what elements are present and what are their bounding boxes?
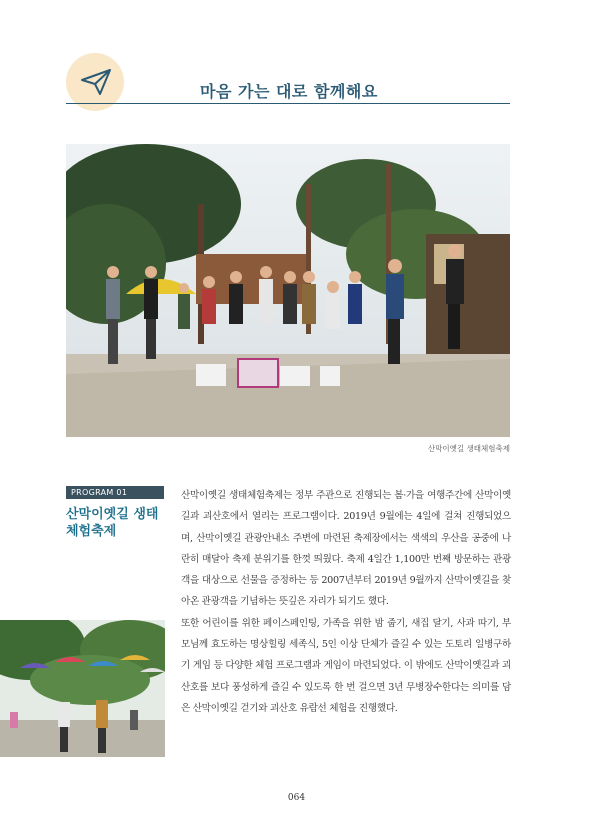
program-badge: PROGRAM 01: [66, 486, 164, 499]
body-paragraph-2: 또한 어린이를 위한 페이스페인팅, 가족을 위한 밤 줍기, 새집 달기, 사과 따기, 부모님께 효도하는 명상힐링 세족식, 5인 이상 단체가 즐길 수 있는 도토리 일병구하기 게임 등 다양한 체험 프로그램과 게임이 마련되었다. 이 밖에도 산막이옛길과 괴산호를 보다 풍성하게 즐길 수 있도록 한 번 걸으면 3년 무병장수한다는 의미를 담은 산막이옛길 걷기와 괴산호 유람선 체험을 진행했다.: [181, 617, 511, 714]
festival-umbrella-photo: [0, 620, 165, 757]
photo-caption: 산막이옛길 생태체험축제: [427, 444, 510, 453]
program-title: 산막이옛길 생태체험축제: [66, 507, 159, 539]
body-paragraph-1: 산막이옛길 생태체험축제는 정부 주관으로 진행되는 봄·가을 여행주간에 산막이옛길과 괴산호에서 열리는 프로그램이다. 2019년 9월에는 4일에 걸쳐 진행되었으며, 산막이옛길 관광안내소 주변에 마련된 축제장에서는 색색의 우산을 공중에 나란히 매달아 축제 분위기를 한껏 띄웠다. 축제 4일간 1,100만 번째 방문하는 관광객을 대상으로 선물을 증정하는 등 2007년부터 2019년 9월까지 산막이옛길을 찾아온 관광객을 기념하는 뜻깊은 자리가 되기도 했다.: [181, 490, 511, 608]
festival-group-photo: [66, 144, 510, 437]
page-title: 마음 가는 대로 함께해요: [200, 82, 378, 101]
paper-plane-icon: [80, 68, 112, 96]
header-divider: [66, 103, 510, 104]
article-body: [181, 485, 511, 719]
page-number: 064: [287, 793, 306, 803]
